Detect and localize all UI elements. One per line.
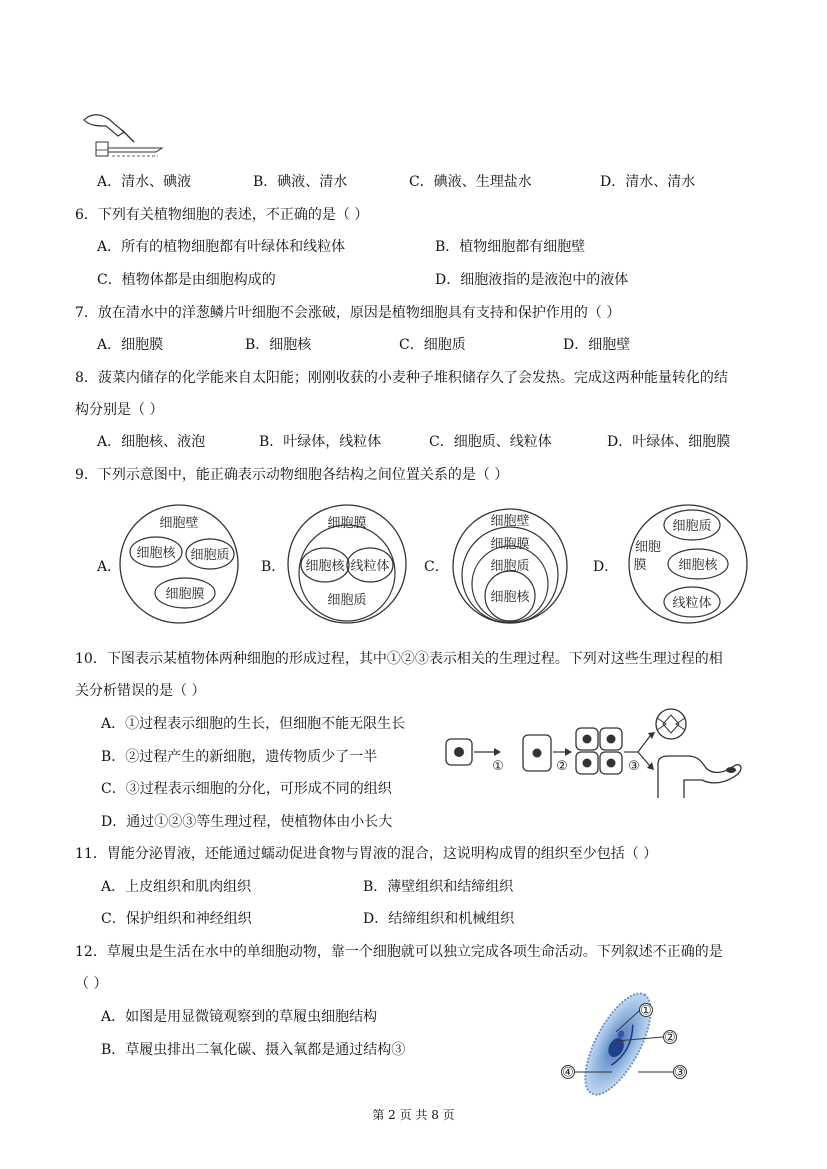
- diag-b-outer-label: 细胞膜: [327, 516, 367, 531]
- q9-diagram-d: [626, 503, 750, 625]
- q12-marker-2: ②: [664, 1030, 676, 1046]
- q9-label-a: A．: [97, 559, 122, 575]
- q12-marker-1: ①: [640, 1003, 652, 1019]
- q10-step-3: ③: [628, 759, 640, 774]
- q10-option-b: B．②过程产生的新细胞，遗传物质少了一半: [101, 749, 378, 765]
- q9-diagram-c: [450, 503, 570, 625]
- q7-stem: 7．放在清水中的洋葱鳞片叶细胞不会涨破，原因是植物细胞具有支持和保护作用的（ ）: [75, 305, 621, 321]
- q8-option-d: D．叶绿体、细胞膜: [607, 434, 731, 450]
- q7-option-c: C．细胞质: [399, 337, 466, 353]
- q7-option-b: B．细胞核: [245, 337, 312, 353]
- q8-option-c: C．细胞质、线粒体: [429, 434, 552, 450]
- q11-stem: 11．胃能分泌胃液，还能通过蠕动促进食物与胃液的混合，这说明构成胃的组织至少包括（ ）: [75, 846, 658, 862]
- q9-diagram-a: [118, 503, 240, 625]
- q11-option-b: B．薄壁组织和结缔组织: [363, 879, 514, 895]
- q11-option-c: C．保护组织和神经组织: [101, 911, 252, 927]
- q12-marker-4: ④: [562, 1065, 574, 1081]
- diag-d-top-label: 细胞质: [672, 519, 712, 534]
- diag-d-left-label-b: 膜: [633, 558, 647, 573]
- q9-diagram-b: [286, 503, 408, 625]
- q6-option-c: C．植物体都是由细胞构成的: [97, 272, 276, 288]
- diag-c-label-3: 细胞质: [490, 559, 530, 574]
- q6-option-b: B．植物细胞都有细胞壁: [435, 239, 586, 255]
- q7-option-d: D．细胞壁: [563, 337, 631, 353]
- q10-cell-process-diagram: [444, 706, 784, 802]
- q5-option-d: D．清水、清水: [600, 174, 696, 190]
- q12-paramecium-figure: [556, 986, 696, 1098]
- diag-c-label-2: 细胞膜: [490, 537, 530, 552]
- q8-stem-line2: 构分别是（ ）: [75, 402, 164, 418]
- diag-b-right-label: 线粒体: [350, 559, 390, 574]
- q5-option-b: B．碘液、清水: [253, 174, 348, 190]
- q10-option-d: D．通过①②③等生理过程，使植物体由小长大: [101, 814, 393, 830]
- q12-stem-line2: （ ）: [75, 976, 108, 992]
- q9-stem: 9．下列示意图中，能正确表示动物细胞各结构之间位置关系的是（ ）: [75, 467, 509, 483]
- q9-label-b: B．: [261, 559, 286, 575]
- q5-option-c: C．碘液、生理盐水: [409, 174, 532, 190]
- diag-c-label-1: 细胞壁: [490, 514, 530, 529]
- q12-option-a: A．如图是用显微镜观察到的草履虫细胞结构: [101, 1009, 378, 1025]
- q9-label-c: C．: [424, 559, 449, 575]
- q10-option-a: A．①过程表示细胞的生长，但细胞不能无限生长: [101, 716, 406, 732]
- dropper-illustration: [78, 108, 168, 160]
- diag-b-left-label: 细胞核: [305, 559, 345, 574]
- q12-option-b: B．草履虫排出二氧化碳、摄入氧都是通过结构③: [101, 1042, 406, 1058]
- q11-option-a: A．上皮组织和肌肉组织: [101, 879, 252, 895]
- diag-c-label-4: 细胞核: [490, 590, 530, 605]
- q11-option-d: D．结缔组织和机械组织: [363, 911, 515, 927]
- diag-a-outer-label: 细胞壁: [159, 516, 199, 531]
- diag-d-bottom-label: 线粒体: [672, 596, 712, 611]
- q10-step-1: ①: [492, 759, 504, 774]
- diag-d-left-label-a: 细胞: [634, 540, 662, 555]
- diag-a-right-label: 细胞质: [190, 548, 230, 563]
- diag-a-left-label: 细胞核: [136, 546, 176, 561]
- q10-option-c: C．③过程表示细胞的分化，可形成不同的组织: [101, 781, 392, 797]
- q9-label-d: D．: [593, 559, 619, 575]
- q10-stem-line1: 10．下图表示某植物体两种细胞的形成过程，其中①②③表示相关的生理过程。下列对这些生理过程的相: [75, 651, 723, 667]
- diag-b-bottom-label: 细胞质: [327, 593, 367, 608]
- q8-option-a: A．细胞核、液泡: [97, 434, 206, 450]
- q6-option-d: D．细胞液指的是液泡中的液体: [435, 272, 629, 288]
- q12-marker-3: ③: [674, 1065, 686, 1081]
- q10-stem-line2: 关分析错误的是（ ）: [75, 683, 206, 699]
- q7-option-a: A．细胞膜: [97, 337, 164, 353]
- q6-stem: 6．下列有关植物细胞的表述，不正确的是（ ）: [75, 207, 369, 223]
- q6-option-a: A．所有的植物细胞都有叶绿体和线粒体: [97, 239, 346, 255]
- q8-option-b: B．叶绿体，线粒体: [259, 434, 382, 450]
- page-footer: 第 2 页 共 8 页: [372, 1108, 455, 1122]
- q5-option-a: A．清水、碘液: [97, 174, 192, 190]
- diag-a-bottom-label: 细胞膜: [165, 587, 205, 602]
- diag-d-mid-label: 细胞核: [678, 558, 718, 573]
- q12-stem-line1: 12．草履虫是生活在水中的单细胞动物，靠一个细胞就可以独立完成各项生命活动。下列叙述不正确的是: [75, 944, 723, 960]
- q8-stem-line1: 8．菠菜内储存的化学能来自太阳能；刚刚收获的小麦种子堆积储存久了会发热。完成这两种能量转化的结: [75, 370, 728, 386]
- q10-step-2: ②: [556, 759, 568, 774]
